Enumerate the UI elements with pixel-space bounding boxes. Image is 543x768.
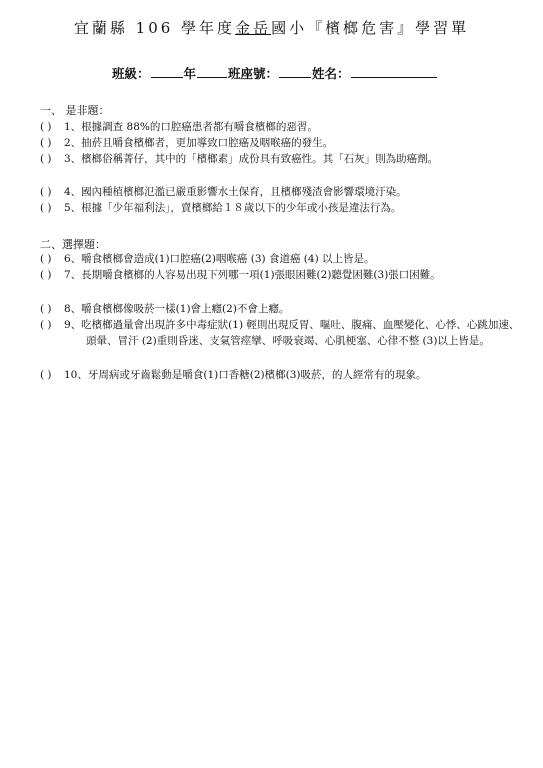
seat-label: 班座號： xyxy=(228,66,279,81)
grade-label: 年 xyxy=(183,66,197,81)
title-school-name: 金岳 xyxy=(235,19,272,37)
class-label: 班級： xyxy=(112,66,150,81)
name-label: 姓名： xyxy=(312,66,350,81)
tf-question-2 xyxy=(40,135,520,151)
student-info-row xyxy=(112,64,438,82)
class-blank[interactable] xyxy=(151,65,183,78)
question-text: 8、嚼食檳榔像吸菸一樣(1)會上癮(2)不會上癮。 xyxy=(64,303,290,315)
question-text: 6、嚼食檳榔會造成(1)口腔癌(2)咽喉癌 (3) 食道癌 (4) 以上皆是。 xyxy=(64,253,375,265)
title-suffix: 國小『檳榔危害』學習單 xyxy=(271,19,470,37)
mc-question-6 xyxy=(40,251,520,267)
mc-question-9 xyxy=(40,317,520,349)
multiple-choice-heading: 二、選擇題： xyxy=(40,238,106,251)
mc-question-7 xyxy=(40,267,520,283)
question-text xyxy=(64,267,520,283)
answer-paren[interactable]: ( ) xyxy=(40,153,52,165)
answer-paren[interactable]: ( ) xyxy=(40,202,52,214)
answer-paren[interactable]: ( ) xyxy=(40,186,52,198)
question-text-wrapped: 3、檳榔俗稱菁仔，其中的「檳榔素」成份具有致癌性。其「石灰」則為助癌劑。 xyxy=(64,153,439,165)
true-false-heading: 一、 是非題： xyxy=(40,104,110,117)
mc-question-8 xyxy=(40,301,520,317)
question-text xyxy=(64,317,520,349)
question-text-wrapped: 9、吃檳榔過量會出現許多中毒症狀(1) 輕則出現反胃、嘔吐、腹痛、血壓變化、心悸、心跳加速、頭暈、冒汗 (2)重則昏迷、支氣管痙攣、呼吸衰竭、心肌梗塞、心律不整 (3)以上皆是。 xyxy=(64,319,520,347)
seat-blank[interactable] xyxy=(279,65,311,78)
tf-question-5 xyxy=(40,200,520,216)
answer-paren[interactable]: ( ) xyxy=(40,137,52,149)
answer-paren[interactable]: ( ) xyxy=(40,369,52,381)
question-text: 2、抽菸且嚼食檳榔者，更加導致口腔癌及咽喉癌的發生。 xyxy=(64,137,334,149)
tf-question-3 xyxy=(40,151,520,167)
question-text: 5、根據「少年福利法」，賣檳榔給１８歲以下的少年或小孩是違法行為。 xyxy=(64,202,402,214)
answer-paren[interactable]: ( ) xyxy=(40,319,52,331)
question-text-wrapped: 7、長期嚼食檳榔的人容易出現下列哪一項(1)張眼困難(2)聽覺困難(3)張口困難。 xyxy=(64,269,441,281)
name-blank[interactable] xyxy=(351,65,437,78)
mc-question-10 xyxy=(40,367,520,383)
question-text: 1、根據調查 88%的口腔癌患者都有嚼食檳榔的惡習。 xyxy=(64,121,318,133)
question-text: 4、國內種植檳榔氾濫已嚴重影響水土保育，且檳榔殘渣會影響環境汙染。 xyxy=(64,186,407,198)
question-text xyxy=(64,151,520,167)
tf-question-4 xyxy=(40,184,520,200)
answer-paren[interactable]: ( ) xyxy=(40,303,52,315)
tf-question-1 xyxy=(40,119,520,135)
grade-blank[interactable] xyxy=(197,65,227,78)
answer-paren[interactable]: ( ) xyxy=(40,121,52,133)
answer-paren[interactable]: ( ) xyxy=(40,269,52,281)
answer-paren[interactable]: ( ) xyxy=(40,253,52,265)
title-prefix: 宜蘭縣 106 學年度 xyxy=(73,19,236,37)
worksheet-title xyxy=(0,17,543,38)
question-text: 10、牙周病或牙齒鬆動是嚼食(1)口香糖(2)檳榔(3)吸菸，的人經常有的現象。 xyxy=(64,369,427,381)
